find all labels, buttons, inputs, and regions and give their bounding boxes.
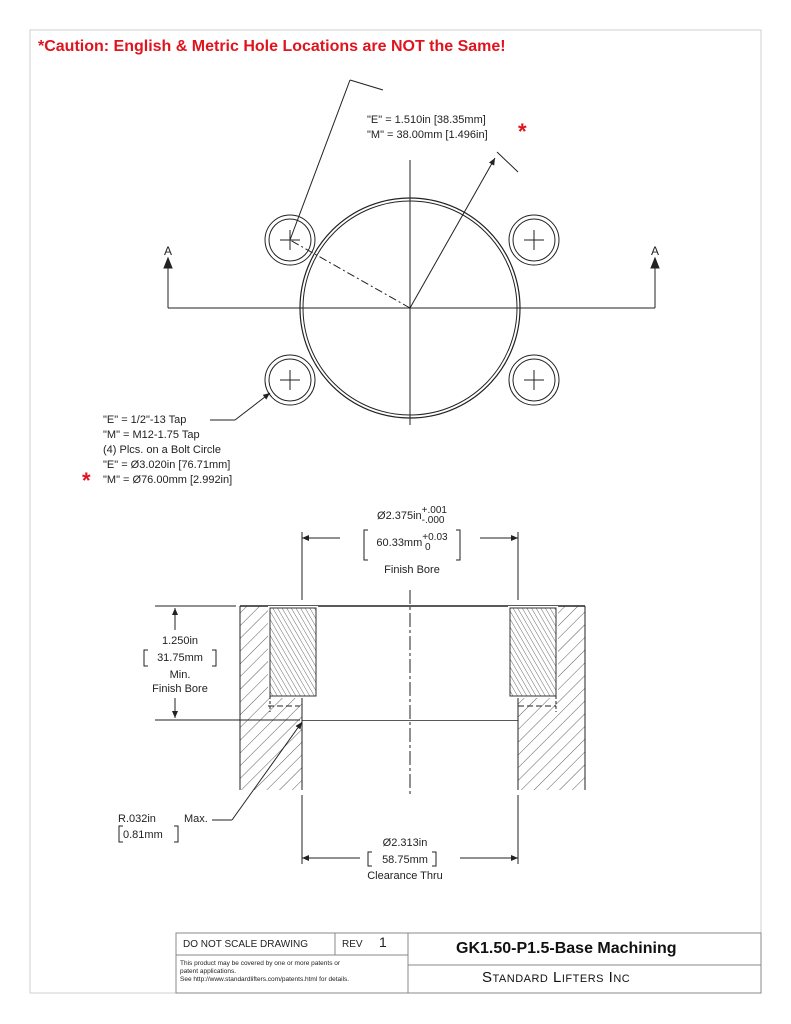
- depth-min: Min.: [169, 669, 191, 681]
- radius-max: Max.: [184, 813, 208, 825]
- patent-notice: [180, 960, 349, 984]
- section-label-right: A: [651, 244, 660, 258]
- finish-bore-dia-mm: 60.33mm: [376, 536, 423, 549]
- tap-note-line-4: "E" = Ø3.020in [76.71mm]: [103, 459, 231, 471]
- tapped-hole-top-right: [509, 215, 559, 265]
- clearance-inch: Ø2.313in: [382, 837, 428, 849]
- finish-bore-tol-in-upper: +.001: [421, 505, 447, 516]
- finish-bore-tol-mm-lower: 0: [425, 542, 431, 553]
- rev-value: 1: [379, 934, 387, 950]
- depth-label: Finish Bore: [152, 683, 208, 695]
- patent-line-3: See http://www.standardlifters.com/patents.html for details.: [180, 976, 350, 983]
- company-name: Standard Lifters Inc: [482, 969, 631, 986]
- asterisk-left: *: [82, 468, 91, 493]
- bolt-radius-note: [367, 113, 488, 143]
- finish-bore-tol-mm-upper: +0.03: [422, 532, 448, 543]
- bolt-circle-leader-a-ext: [350, 80, 383, 90]
- caution-heading: *Caution: English & Metric Hole Locations are NOT the Same!: [38, 38, 506, 55]
- part-title: GK1.50-P1.5-Base Machining: [456, 940, 677, 957]
- section-view: [155, 532, 585, 864]
- depth-inches: 1.250in: [161, 635, 199, 647]
- tapped-hole-bottom-right: [509, 355, 559, 405]
- depth-mm: 31.75mm: [157, 652, 203, 664]
- finish-bore-dia-in: Ø2.375in: [377, 509, 422, 522]
- tap-note-line-1: "E" = 1/2"-13 Tap: [103, 414, 187, 426]
- patent-line-2: patent applications.: [180, 968, 237, 975]
- finish-bore-mm: [366, 533, 458, 553]
- thread-left: [270, 608, 316, 696]
- tap-note-leader: [235, 393, 270, 420]
- thread-right: [510, 608, 556, 696]
- tapped-hole-bottom-left: [265, 355, 315, 405]
- bolt-circle-leader-a: [290, 80, 350, 240]
- bolt-radius-metric: "M" = 38.00mm [1.496in]: [367, 129, 488, 141]
- patent-line-1: This product may be covered by one or more patents or: [180, 960, 341, 967]
- bolt-radius-line: [290, 240, 410, 308]
- section-arrow-left: [164, 258, 172, 268]
- finish-bore-inch: [362, 506, 462, 526]
- radius-inches: R.032in: [118, 813, 156, 825]
- tap-note: [103, 413, 232, 488]
- section-label-left: A: [164, 244, 173, 258]
- section-arrow-right: [651, 258, 659, 268]
- asterisk-top: *: [518, 119, 527, 144]
- finish-bore-label: Finish Bore: [384, 564, 440, 576]
- bolt-circle-leader-b-tick: [497, 152, 518, 172]
- rev-label: REV: [342, 939, 363, 950]
- bolt-circle-leader-b: [410, 158, 495, 308]
- radius-mm: 0.81mm: [123, 829, 163, 841]
- bolt-radius-english: "E" = 1.510in [38.35mm]: [367, 114, 486, 126]
- tap-note-line-3: (4) Plcs. on a Bolt Circle: [103, 444, 221, 456]
- clearance-mm: 58.75mm: [382, 854, 428, 866]
- tap-note-line-5: "M" = Ø76.00mm [2.992in]: [103, 474, 233, 486]
- clearance-label: Clearance Thru: [367, 870, 443, 882]
- do-not-scale-label: DO NOT SCALE DRAWING: [183, 939, 309, 950]
- tap-note-line-2: "M" = M12-1.75 Tap: [103, 429, 200, 441]
- finish-bore-tol-in-lower: -.000: [421, 515, 445, 526]
